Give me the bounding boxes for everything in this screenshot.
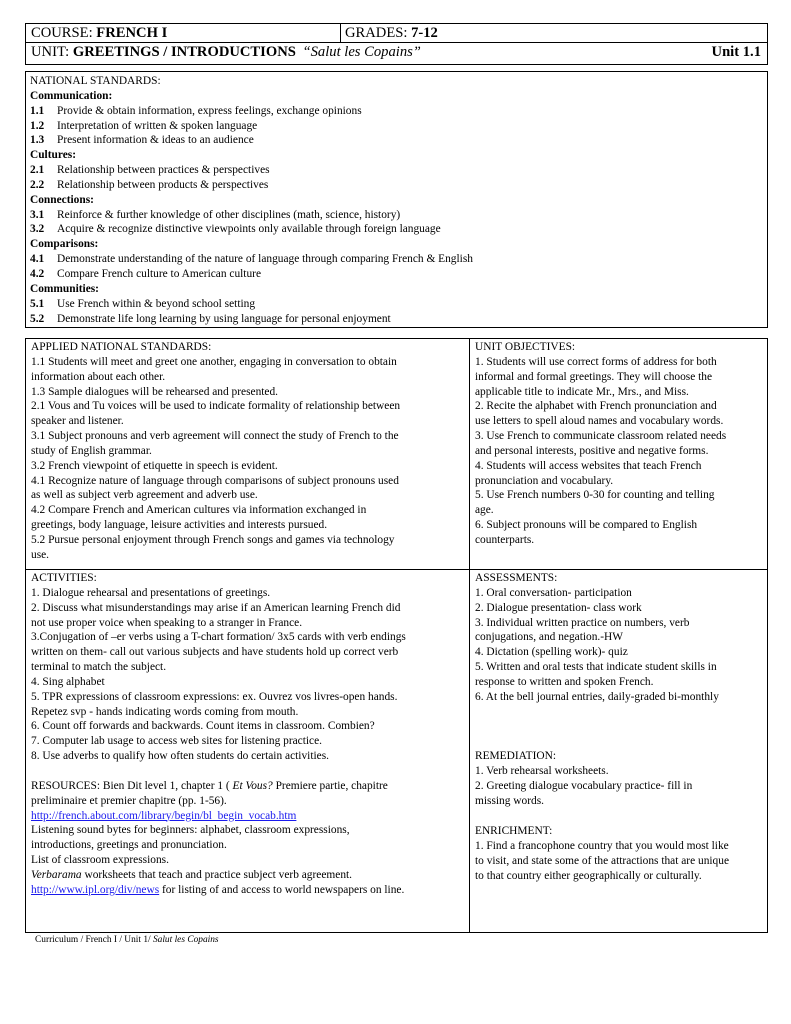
standard-text: Relationship between practices & perspectives [57, 164, 270, 177]
standard-text: Demonstrate life long learning by using language for personal enjoyment [57, 312, 391, 325]
standard-text: Interpretation of written & spoken language [57, 119, 258, 132]
applied-standard-line: information about each other. [31, 370, 166, 383]
standard-item [30, 297, 473, 312]
course-field [31, 25, 167, 42]
applied-standard-line: use. [31, 548, 50, 561]
objective-line: counterparts. [475, 533, 535, 546]
standard-number: 1.3 [30, 134, 45, 147]
standards-category-heading: Comparisons: [30, 238, 99, 251]
unit-objectives-cell [475, 340, 767, 548]
standards-category-heading: Cultures: [30, 149, 76, 162]
applied-standard-line: as well as subject verb agreement and adverb use. [31, 489, 258, 502]
standard-item [30, 133, 473, 148]
standard-text: Relationship between products & perspectives [57, 178, 269, 191]
applied-standard-line: study of English grammar. [31, 444, 152, 457]
resources-line-8: http://www.ipl.org/div/news for listing of and access to world newspapers on line. [31, 883, 405, 896]
standard-item [30, 267, 473, 282]
unit-objectives-title: UNIT OBJECTIVES: [475, 341, 576, 353]
activity-line: 7. Computer lab usage to access web sites for listening practice. [31, 735, 323, 748]
standard-item [30, 163, 473, 178]
standards-category-heading: Communication: [30, 89, 113, 102]
objective-line: and personal interests, positive and negative forms. [475, 444, 709, 457]
objective-line: age. [475, 504, 494, 517]
objective-line: applicable title to indicate Mr., Mrs., and Miss. [475, 385, 689, 398]
assessments-cell [475, 571, 767, 705]
applied-standard-line: 4.2 Compare French and American cultures via information exchanged in [31, 504, 367, 517]
activities-cell [31, 571, 467, 898]
footer-title: Salut les Copains [152, 935, 219, 945]
unit-label: UNIT: [31, 44, 70, 60]
objective-line: pronunciation and vocabulary. [475, 474, 614, 487]
applied-standard-line: 1.3 Sample dialogues will be rehearsed and presented. [31, 385, 279, 398]
enrichment-title: ENRICHMENT: [475, 825, 553, 837]
national-standards-content [30, 74, 473, 326]
standard-item [30, 104, 473, 119]
remediation-list [475, 764, 767, 809]
applied-standard-line: 3.2 French viewpoint of etiquette in speech is evident. [31, 459, 278, 472]
resources-line-7: Verbarama worksheets that teach and practice subject verb agreement. [31, 868, 353, 881]
course-value: FRENCH I [96, 25, 168, 41]
objective-line: informal and formal greetings. They will choose the [475, 370, 713, 383]
assessments-title: ASSESSMENTS: [475, 572, 558, 584]
remediation-line: 2. Greeting dialogue vocabulary practice- fill in [475, 779, 693, 792]
applied-standard-line: greetings, body language, leisure activities and interests pursued. [31, 519, 328, 532]
assessment-line: conjugations, and negation.-HW [475, 631, 624, 644]
activity-line: 2. Discuss what misunderstandings may arise if an American learning French did [31, 601, 401, 614]
details-divider-vertical [469, 338, 470, 933]
standard-number: 4.1 [30, 253, 45, 266]
details-divider-horizontal [25, 569, 768, 570]
resources-line-2: preliminaire et premier chapitre (pp. 1-56). [31, 794, 227, 807]
standard-text: Use French within & beyond school setting [57, 297, 256, 310]
grades-field [345, 25, 438, 42]
assessments-list [475, 586, 767, 705]
standard-text: Demonstrate understanding of the nature of language through comparing French & English [57, 253, 473, 266]
vocab-link[interactable]: http://french.about.com/library/begin/bl_begin_vocab.htm [31, 809, 297, 822]
remediation-title: REMEDIATION: [475, 750, 556, 762]
footer-path: Curriculum / French I / Unit 1/ [35, 935, 153, 945]
activity-line: 5. TPR expressions of classroom expressions: ex. Ouvrez vos livres-open hands. [31, 690, 398, 703]
applied-standard-line: 1.1 Students will meet and greet one another, engaging in conversation to obtain [31, 355, 397, 368]
activity-line: 4. Sing alphabet [31, 675, 105, 688]
standard-text: Compare French culture to American culture [57, 267, 262, 280]
enrichment-section [475, 824, 767, 883]
national-standards-box [25, 71, 768, 328]
unit-value: GREETINGS / INTRODUCTIONS [72, 44, 296, 60]
objective-line: 4. Students will access websites that teach French [475, 459, 702, 472]
activities-list [31, 586, 467, 764]
unit-field [31, 44, 421, 61]
grades-label: GRADES: [345, 25, 408, 41]
enrichment-line: to visit, and state some of the attractions that are unique [475, 854, 730, 867]
resources-section [31, 779, 467, 898]
header-divider-horizontal [25, 42, 768, 43]
activity-line: 1. Dialogue rehearsal and presentations of greetings. [31, 586, 271, 599]
standard-number: 1.2 [30, 119, 45, 132]
standard-text: Provide & obtain information, express feelings, exchange opinions [57, 104, 362, 117]
applied-standards-list [31, 355, 467, 563]
activity-line: written on them- call out various subjects and have students hold up correct verb [31, 646, 399, 659]
enrichment-line: to that country either geographically or culturally. [475, 869, 702, 882]
resources-line-5: introductions, greetings and pronunciation. [31, 839, 227, 852]
objective-line: 6. Subject pronouns will be compared to English [475, 519, 698, 532]
standard-number: 5.2 [30, 312, 45, 325]
applied-standard-line: speaker and listener. [31, 415, 124, 428]
applied-standards-title: APPLIED NATIONAL STANDARDS: [31, 341, 212, 353]
grades-value: 7-12 [411, 25, 438, 41]
enrichment-list [475, 839, 767, 884]
assessment-line: 3. Individual written practice on numbers, verb [475, 616, 690, 629]
standard-number: 3.2 [30, 223, 45, 236]
standards-category-heading: Connections: [30, 193, 94, 206]
standard-number: 4.2 [30, 267, 45, 280]
remediation-line: 1. Verb rehearsal worksheets. [475, 764, 609, 777]
assessment-line: response to written and spoken French. [475, 675, 654, 688]
activity-line: 3.Conjugation of –er verbs using a T-chart formation/ 3x5 cards with verb endings [31, 631, 406, 644]
activity-line: 8. Use adverbs to qualify how often students do certain activities. [31, 750, 329, 763]
standard-item [30, 312, 473, 327]
applied-standards-cell [31, 340, 467, 563]
objective-line: use letters to spell aloud names and vocabulary words. [475, 415, 724, 428]
resources-line-1: RESOURCES: Bien Dit level 1, chapter 1 ( Et Vous? Premiere partie, chapitre [31, 779, 388, 792]
resources-line-4: Listening sound bytes for beginners: alphabet, classroom expressions, [31, 824, 350, 837]
assessment-line: 4. Dictation (spelling work)- quiz [475, 646, 628, 659]
newspapers-link[interactable]: http://www.ipl.org/div/news [31, 883, 160, 896]
footer [35, 934, 219, 946]
applied-standard-line: 5.2 Pursue personal enjoyment through French songs and games via technology [31, 533, 395, 546]
standard-number: 2.1 [30, 164, 45, 177]
standard-text: Acquire & recognize distinctive viewpoints only available through foreign language [57, 223, 441, 236]
standard-item [30, 252, 473, 267]
activity-line: terminal to match the subject. [31, 661, 167, 674]
assessment-line: 5. Written and oral tests that indicate student skills in [475, 661, 717, 674]
objective-line: 2. Recite the alphabet with French pronunciation and [475, 400, 717, 413]
standard-item [30, 222, 473, 237]
activity-line: 6. Count off forwards and backwards. Count items in classroom. Combien? [31, 720, 375, 733]
header-divider-vertical [340, 23, 341, 43]
applied-standard-line: 4.1 Recognize nature of language through comparisons of subject pronouns used [31, 474, 399, 487]
activities-title: ACTIVITIES: [31, 572, 97, 584]
standard-text: Reinforce & further knowledge of other disciplines (math, science, history) [57, 208, 401, 221]
applied-standard-line: 3.1 Subject pronouns and verb agreement will connect the study of French to the [31, 430, 399, 443]
remediation-line: missing words. [475, 794, 544, 807]
activity-line: Repetez svp - hands indicating words coming from mouth. [31, 705, 299, 718]
standards-title: NATIONAL STANDARDS: [30, 75, 161, 87]
objective-line: 5. Use French numbers 0-30 for counting and telling [475, 489, 715, 502]
standard-number: 5.1 [30, 297, 45, 310]
assessment-line: 2. Dialogue presentation- class work [475, 601, 642, 614]
assessment-line: 6. At the bell journal entries, daily-graded bi-monthly [475, 690, 719, 703]
unit-objectives-list [475, 355, 767, 548]
applied-standard-line: 2.1 Vous and Tu voices will be used to indicate formality of relationship between [31, 400, 401, 413]
standards-category-heading: Communities: [30, 282, 99, 295]
objective-line: 3. Use French to communicate classroom related needs [475, 430, 727, 443]
standard-number: 1.1 [30, 104, 45, 117]
standard-item [30, 119, 473, 134]
standard-text: Present information & ideas to an audience [57, 134, 254, 147]
unit-subtitle: “Salut les Copains” [302, 44, 421, 60]
remediation-section [475, 749, 767, 808]
resources-line-6: List of classroom expressions. [31, 854, 169, 867]
standard-item [30, 178, 473, 193]
standard-number: 2.2 [30, 178, 45, 191]
course-label: COURSE: [31, 25, 93, 41]
activity-line: not use proper voice when speaking to a stranger in France. [31, 616, 303, 629]
standard-number: 3.1 [30, 208, 45, 221]
unit-number: Unit 1.1 [711, 44, 761, 60]
objective-line: 1. Students will use correct forms of address for both [475, 355, 717, 368]
assessment-line: 1. Oral conversation- participation [475, 586, 632, 599]
enrichment-line: 1. Find a francophone country that you would most like [475, 839, 729, 852]
standard-item [30, 208, 473, 223]
